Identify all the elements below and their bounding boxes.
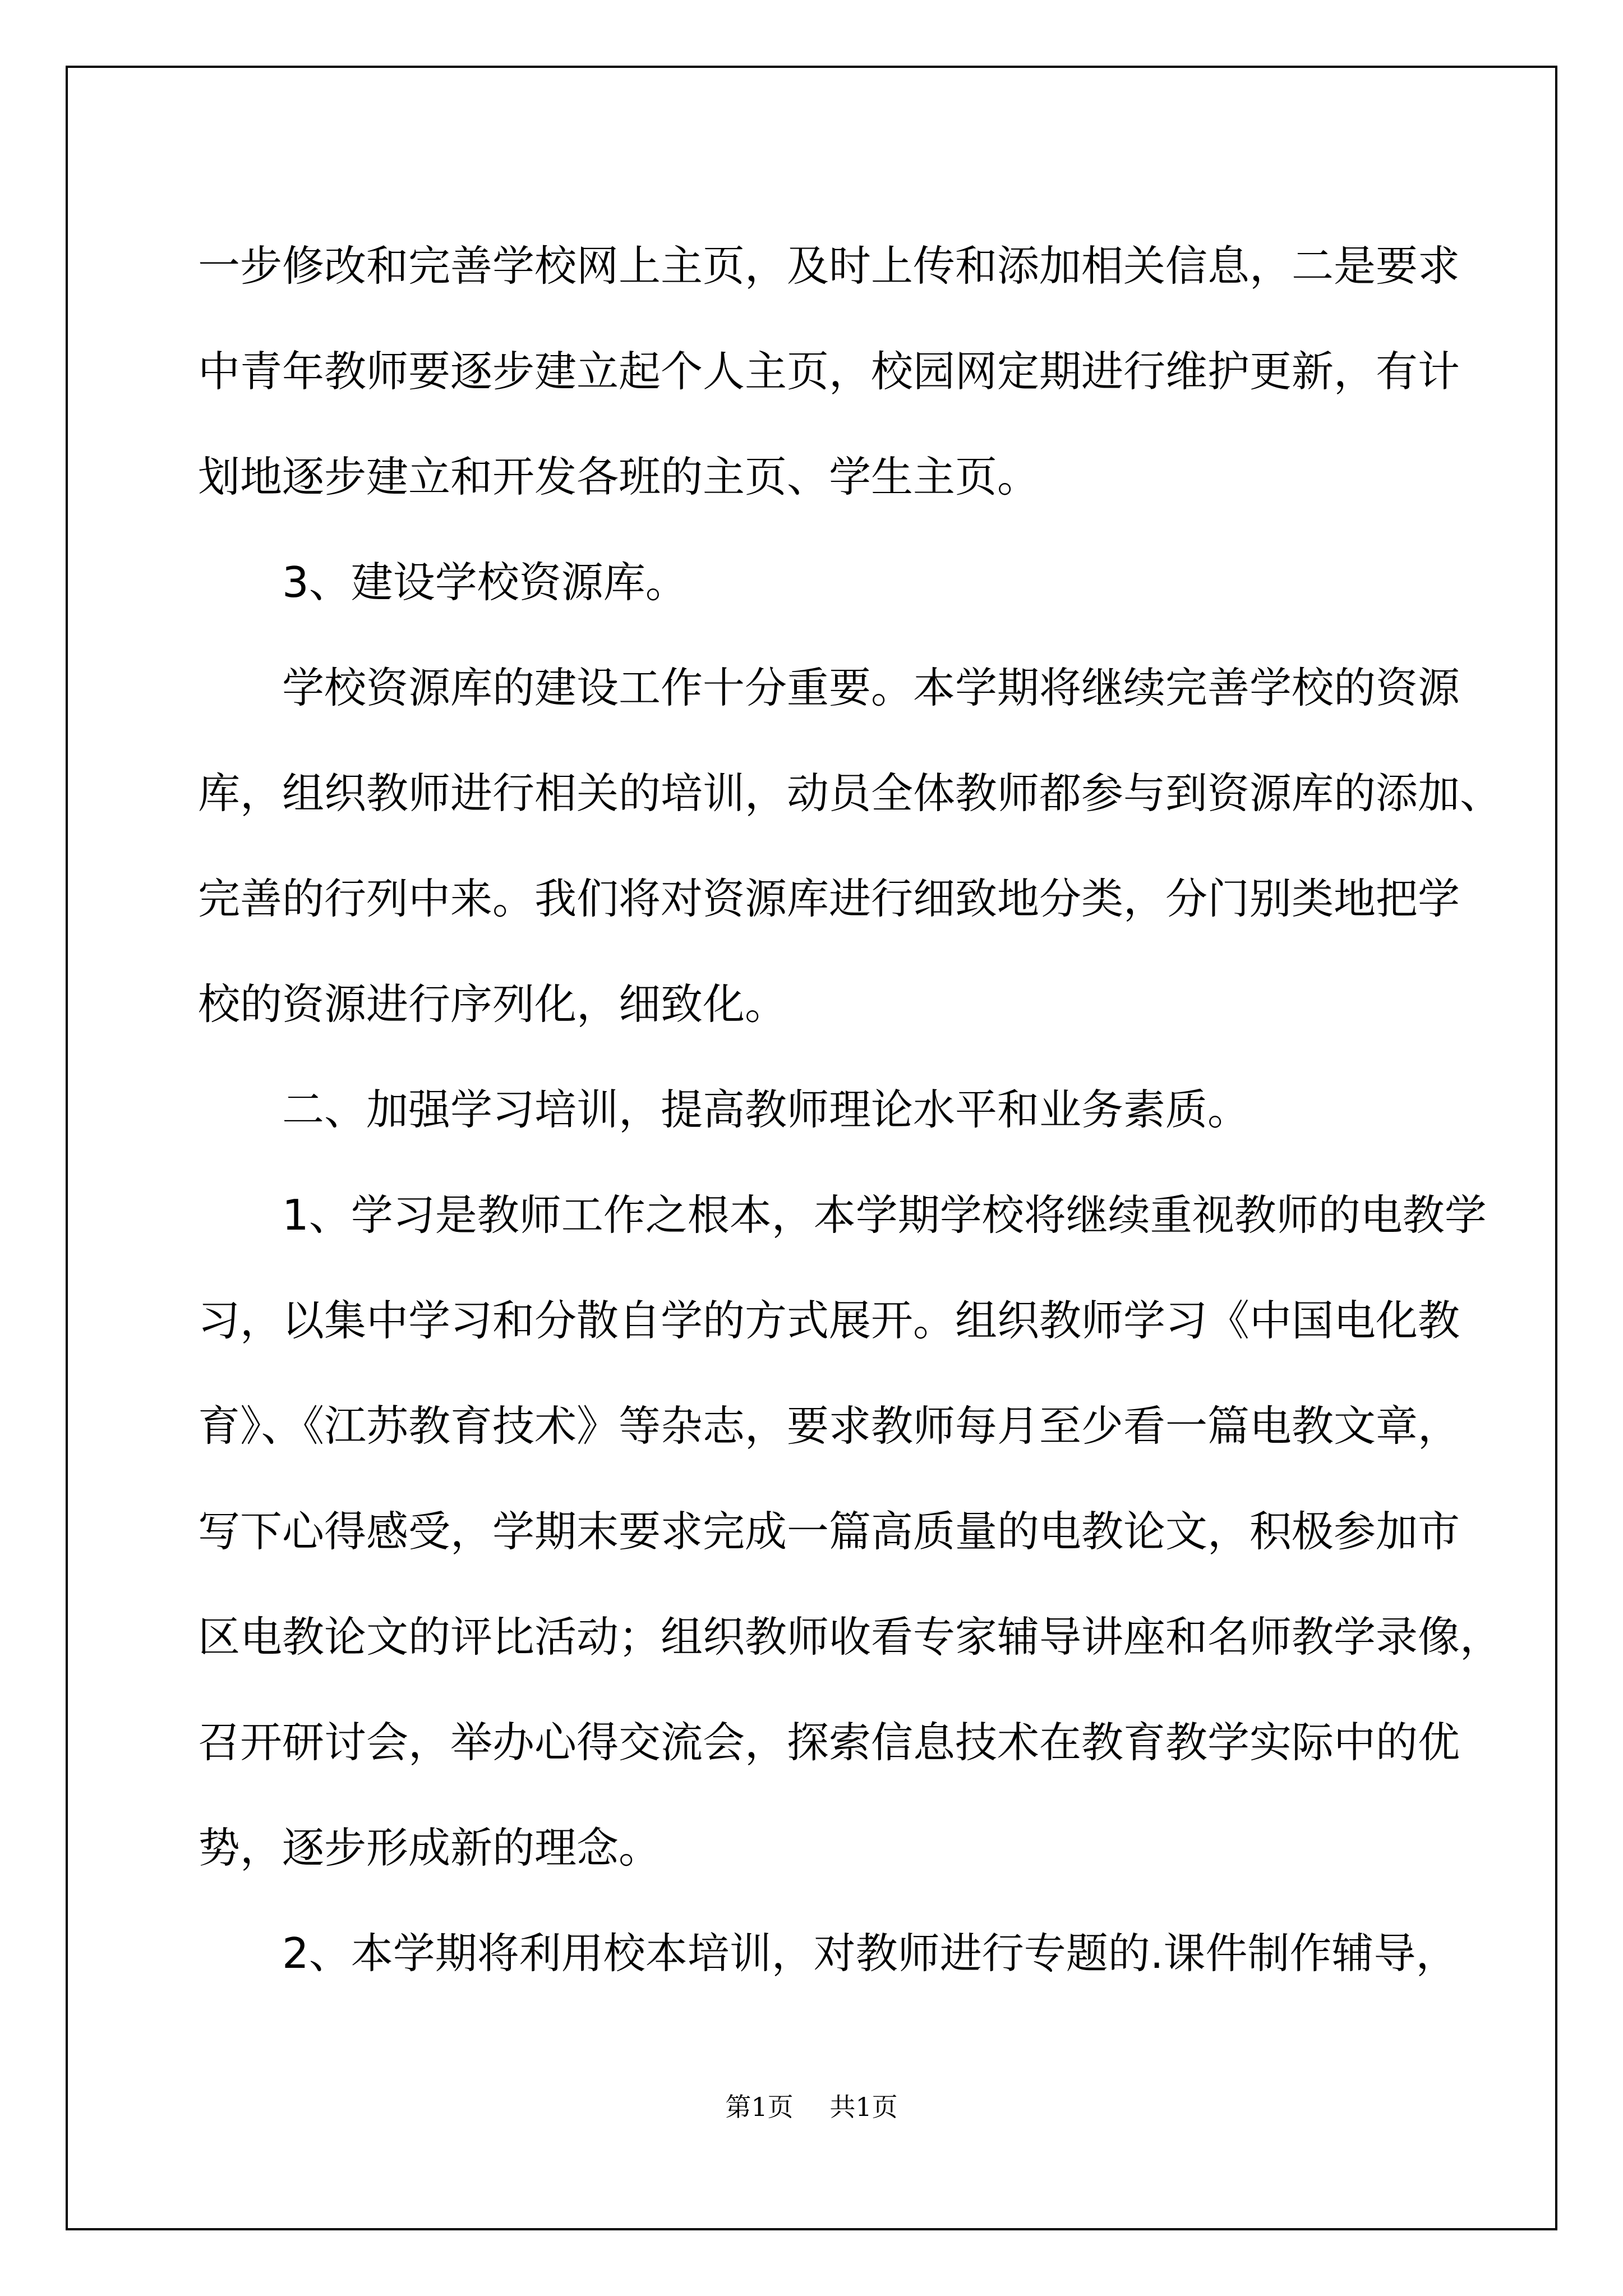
total-pages-label: 共1页 [829, 2092, 898, 2122]
text-line: 划地逐步建立和开发各班的主页、学生主页。 [198, 452, 1040, 501]
page-footer [0, 2087, 1623, 2124]
text-line: 习，以集中学习和分散自学的方式展开。组织教师学习《中国电化教 [198, 1296, 1460, 1345]
text-line: 区电教论文的评比活动；组织教师收看专家辅导讲座和名师教学录像， [198, 1612, 1502, 1662]
current-page-label: 第1页 [725, 2092, 794, 2122]
text-line: 势，逐步形成新的理念。 [198, 1823, 661, 1872]
text-line: 1、学习是教师工作之根本，本学期学校将继续重视教师的电教学 [282, 1190, 1487, 1240]
text-line: 学校资源库的建设工作十分重要。本学期将继续完善学校的资源 [282, 663, 1460, 712]
text-line: 中青年教师要逐步建立起个人主页，校园网定期进行维护更新，有计 [198, 347, 1460, 396]
text-line: 校的资源进行序列化，细致化。 [198, 979, 787, 1029]
document-body [198, 213, 1502, 2006]
text-line: 3、建设学校资源库。 [282, 558, 688, 607]
text-line: 二、加强学习培训，提高教师理论水平和业务素质。 [282, 1085, 1250, 1134]
text-line: 2、本学期将利用校本培训，对教师进行专题的.课件制作辅导， [282, 1929, 1458, 1978]
text-line: 库，组织教师进行相关的培训，动员全体教师都参与到资源库的添加、 [198, 769, 1502, 818]
text-line: 一步修改和完善学校网上主页，及时上传和添加相关信息，二是要求 [198, 241, 1460, 291]
text-line: 写下心得感受，学期末要求完成一篇高质量的电教论文，积极参加市 [198, 1507, 1460, 1556]
text-line: 完善的行列中来。我们将对资源库进行细致地分类，分门别类地把学 [198, 874, 1460, 923]
text-line: 育》、《江苏教育技术》等杂志，要求教师每月至少看一篇电教文章， [198, 1401, 1460, 1451]
text-line: 召开研讨会，举办心得交流会，探索信息技术在教育教学实际中的优 [198, 1718, 1460, 1767]
